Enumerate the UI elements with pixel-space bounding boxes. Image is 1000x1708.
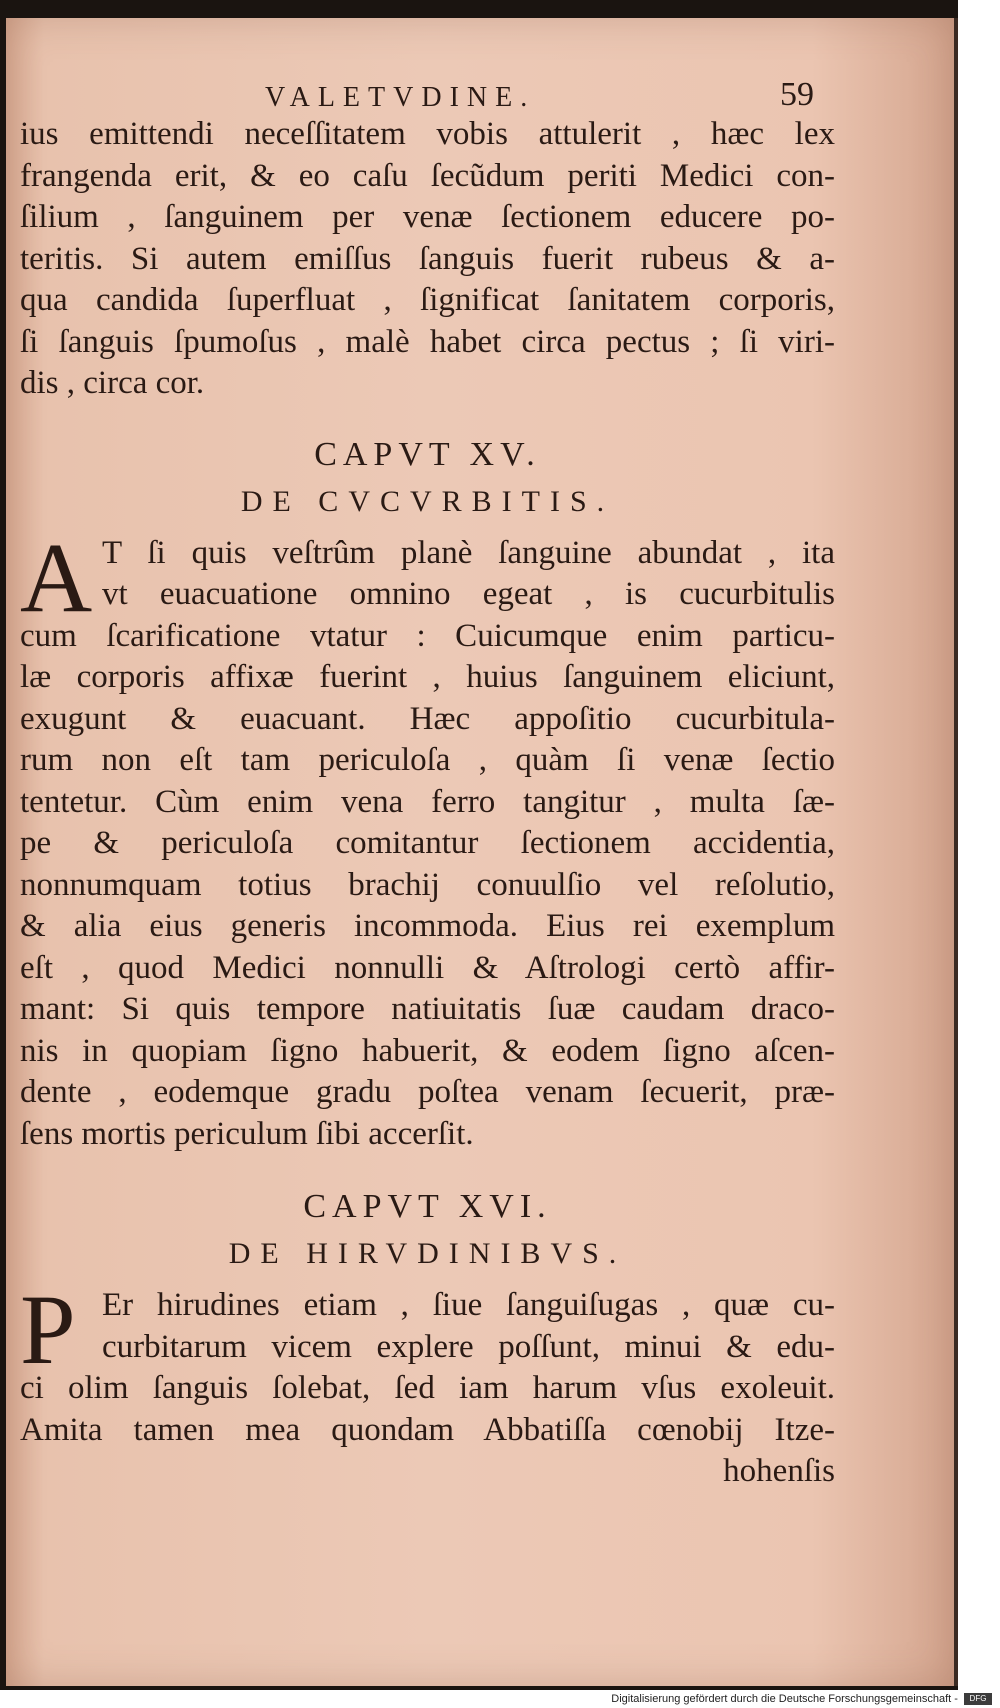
page-edge [954, 18, 958, 1686]
page-number: 59 [780, 76, 814, 113]
chapter-heading: CAPVT XV. [314, 435, 541, 473]
text-line: cum ſcarificatione vtatur : Cuicumque enim particu- [20, 617, 835, 654]
text-line: curbitarum vicem explere poſſunt, minui & edu- [102, 1328, 835, 1365]
text-line: mant: Si quis tempore natiuitatis ſuæ caudam draco- [20, 991, 835, 1027]
drop-cap: P [20, 1274, 76, 1385]
text-line: eſt , quod Medici nonnulli & Aſtrologi certò affir- [20, 949, 835, 986]
text-line: & alia eius generis incommoda. Eius rei exemplum [20, 908, 835, 944]
text-line: frangenda erit, & eo caſu ſecũdum periti Medici con- [20, 157, 835, 194]
text-line: nis in quopiam ſigno habuerit, & eodem ſigno aſcen- [20, 1032, 835, 1069]
opening-paragraph [20, 114, 835, 405]
text-line: ius emittendi neceſſitatem vobis attulerit , hæc lex [20, 116, 835, 152]
text-line: læ corporis affixæ fuerint , huius ſanguinem eliciunt, [20, 659, 835, 695]
digitization-credit [611, 1690, 992, 1708]
text-line: Amita tamen mea quondam Abbatiſſa cœnobij Itze- [20, 1411, 835, 1448]
text-line: qua candida ſuperfluat , ſignificat ſanitatem corporis, [20, 282, 835, 318]
text-line: pe & periculoſa comitantur ſectionem accidentia, [20, 825, 835, 861]
text-line: tentetur. Cùm enim vena ferro tangitur , multa ſæ- [20, 783, 835, 820]
text-line: exugunt & euacuant. Hæc appoſitio cucurbitula- [20, 700, 835, 737]
text-line: vt euacuatione omnino egeat , is cucurbitulis [102, 576, 835, 612]
text-line: dis , circa cor. [20, 365, 205, 401]
chapter-paragraph [20, 521, 835, 1156]
text-line: ci olim ſanguis ſolebat, ſed iam harum vſus exoleuit. [20, 1370, 835, 1406]
text-line: teritis. Si autem emiſſus ſanguis fuerit rubeus & a- [20, 240, 835, 277]
text-line: Er hirudines etiam , ſiue ſanguiſugas , quæ cu- [102, 1287, 835, 1323]
text-line: nonnumquam totius brachij conuulſio vel reſolutio, [20, 866, 835, 903]
running-head: VALETVDINE. [265, 82, 536, 113]
catchword: hohenſis [723, 1453, 835, 1489]
dfg-logo: DFG [964, 1693, 992, 1705]
text-line: dente , eodemque gradu poſtea venam ſecuerit, præ- [20, 1074, 835, 1110]
text-line: ſens mortis periculum ſibi accerſit. [20, 1115, 474, 1152]
page-header [20, 70, 835, 114]
text-line: ſilium , ſanguinem per venæ ſectionem educere po- [20, 199, 835, 235]
drop-cap: A [20, 521, 93, 633]
text-line: T ſi quis veſtrûm planè ſanguine abundat , ita [102, 534, 835, 571]
chapter-heading: CAPVT XVI. [303, 1188, 552, 1225]
credit-text: Digitalisierung gefördert durch die Deutsche Forschungsgemeinschaft - [611, 1693, 958, 1705]
page-text [20, 70, 835, 1493]
chapter-title: DE HIRVDINIBVS. [228, 1237, 627, 1270]
chapter-paragraph [20, 1274, 835, 1493]
chapter-title: DE CVCVRBITIS. [240, 484, 615, 518]
text-line: rum non eſt tam periculoſa , quàm ſi venæ ſectio [20, 742, 835, 778]
text-line: ſi ſanguis ſpumoſus , malè habet circa pectus ; ſi viri- [20, 323, 835, 360]
